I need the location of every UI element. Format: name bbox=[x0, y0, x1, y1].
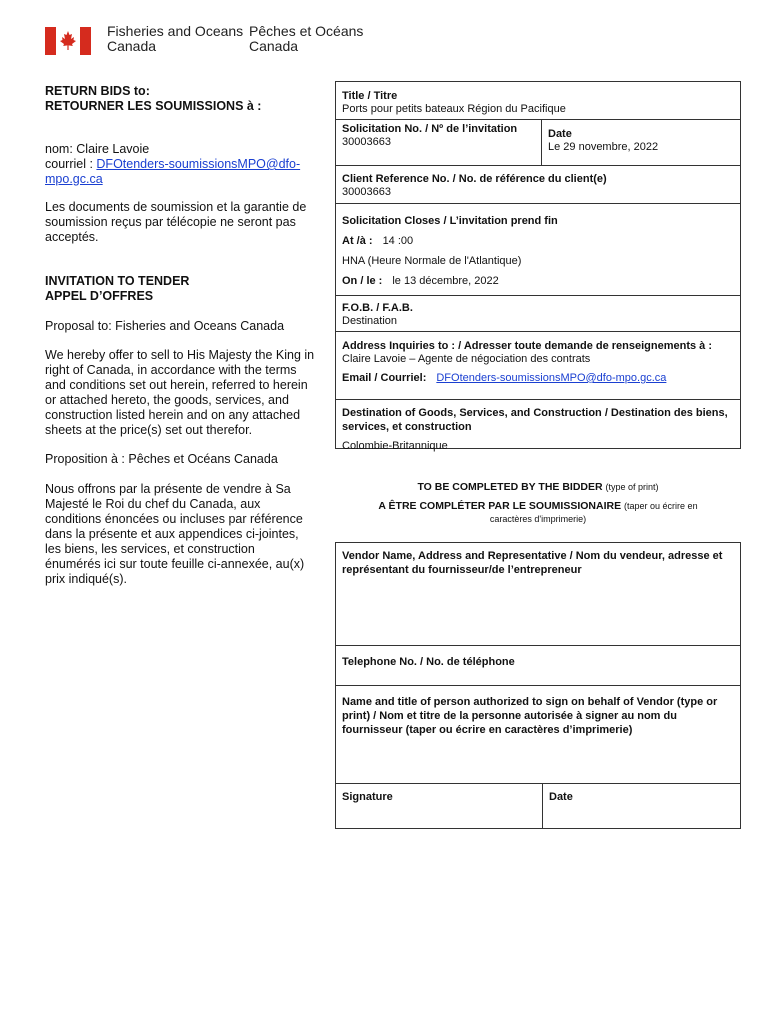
solicitation-cell bbox=[336, 120, 542, 165]
contact-block bbox=[45, 142, 320, 187]
department-en-line1: Fisheries and Oceans bbox=[107, 23, 244, 39]
destination-value: Colombie-Britannique bbox=[342, 440, 448, 452]
vendor-form bbox=[335, 542, 741, 829]
title-label: Title / Titre bbox=[342, 90, 398, 102]
offer-en: We hereby offer to sell to His Majesty the King in right of Canada, in accordance with the terms and conditions set out herein, referred to herein or attached hereto, the goods, services, and construction listed herein and on any attached sheets at the price(s) set out therefor. bbox=[45, 348, 315, 437]
solicitation-label: Solicitation No. / Nº de l’invitation bbox=[342, 123, 518, 135]
return-email-link-cont[interactable]: mpo.gc.ca bbox=[45, 172, 103, 186]
inquiries-row bbox=[336, 332, 740, 400]
tender-info-table bbox=[335, 81, 741, 452]
contact-email bbox=[45, 157, 320, 172]
proposal-en: Proposal to: Fisheries and Oceans Canada bbox=[45, 319, 285, 333]
offer-fr: Nous offrons par la présente de vendre à Sa Majesté le Roi du chef du Canada, aux conditions énoncées ou incluses par référence dans la présente et aux appendices ci-jointes, les biens, les services, et construction énumérés ici sur toute feuille ci-annexée, au(x) prix indiqué(s). bbox=[45, 482, 305, 586]
fax-notice: Les documents de soumission et la garantie de soumission reçus par télécopie ne seront pas acceptés. bbox=[45, 200, 307, 244]
timezone: HNA (Heure Normale de l'Atlantique) bbox=[342, 255, 522, 267]
bidder-fr-note: (taper ou écrire en bbox=[624, 501, 698, 511]
return-bids-en: RETURN BIDS to: bbox=[45, 84, 150, 98]
return-email-link[interactable]: DFOtenders-soumissionsMPO@dfo- bbox=[96, 157, 301, 171]
inquiries-email bbox=[342, 372, 734, 385]
client-reference-value: 30003663 bbox=[342, 186, 391, 198]
solicitation-value: 30003663 bbox=[342, 136, 391, 148]
authorized-person-field[interactable]: Name and title of person authorized to sign on behalf of Vendor (type or print) / Nom et titre de la personne autorisée à signer au nom du fournisseur (taper ou écrire en caractères d’imprimerie) bbox=[336, 686, 740, 784]
fob-label: F.O.B. / F.A.B. bbox=[342, 302, 413, 314]
inquiries-email-link[interactable]: DFOtenders-soumissionsMPO@dfo-mpo.gc.ca bbox=[436, 372, 667, 384]
closing-time bbox=[342, 231, 734, 251]
department-name-fr bbox=[249, 24, 363, 54]
at-value: 14 :00 bbox=[382, 235, 414, 247]
at-label: At /à : bbox=[342, 235, 373, 247]
return-bids-heading bbox=[45, 84, 320, 114]
title-row bbox=[336, 82, 740, 120]
signature-date-field[interactable]: Date bbox=[549, 791, 573, 803]
bidder-en-note: (type of print) bbox=[605, 482, 659, 492]
bidder-instructions bbox=[335, 481, 741, 526]
canada-flag-icon bbox=[45, 27, 91, 55]
proposal-fr: Proposition à : Pêches et Océans Canada bbox=[45, 452, 278, 466]
department-name-en bbox=[107, 24, 243, 54]
closing-row bbox=[336, 204, 740, 296]
signature-row bbox=[336, 784, 740, 828]
signature-field[interactable]: Signature bbox=[336, 784, 543, 828]
on-label: On / le : bbox=[342, 275, 383, 287]
email-prefix: courriel : bbox=[45, 157, 97, 171]
date-cell bbox=[542, 120, 740, 165]
fob-value: Destination bbox=[342, 315, 398, 327]
vendor-name-field[interactable]: Vendor Name, Address and Representative / Nom du vendeur, adresse et représentant du fournisseur/de l’entrepreneur bbox=[336, 543, 740, 646]
department-fr-line1: Pêches et Océans bbox=[249, 23, 364, 39]
date-label: Date bbox=[548, 128, 572, 140]
bidder-fr-note2: caractères d'imprimerie) bbox=[489, 514, 587, 524]
on-value: le 13 décembre, 2022 bbox=[392, 275, 499, 287]
inquiries-label: Address Inquiries to : / Adresser toute demande de renseignements à : bbox=[342, 340, 713, 352]
department-en-line2: Canada bbox=[107, 38, 157, 54]
email-label: Email / Courriel: bbox=[342, 372, 427, 384]
closes-label: Solicitation Closes / L’invitation prend fin bbox=[342, 215, 558, 227]
fob-row bbox=[336, 296, 740, 332]
title-value: Ports pour petits bateaux Région du Pacifique bbox=[342, 103, 566, 115]
invitation-fr: APPEL D’OFFRES bbox=[45, 289, 154, 303]
invitation-heading bbox=[45, 274, 320, 304]
destination-label: Destination of Goods, Services, and Construction / Destination des biens, services, et construction bbox=[342, 407, 728, 433]
bidder-fr: A ÊTRE COMPLÉTER PAR LE SOUMISSIONAIRE bbox=[378, 500, 622, 512]
date-value: Le 29 novembre, 2022 bbox=[548, 141, 659, 153]
solicitation-row bbox=[336, 120, 740, 166]
client-reference-row bbox=[336, 166, 740, 204]
return-bids-fr: RETOURNER LES SOUMISSIONS à : bbox=[45, 99, 262, 113]
department-fr-line2: Canada bbox=[249, 38, 299, 54]
bidder-en: TO BE COMPLETED BY THE BIDDER bbox=[417, 481, 603, 493]
invitation-en: INVITATION TO TENDER bbox=[45, 274, 190, 288]
contact-name: nom: Claire Lavoie bbox=[45, 142, 150, 156]
destination-row bbox=[336, 400, 740, 452]
inquiries-value: Claire Lavoie – Agente de négociation des contrats bbox=[342, 353, 591, 365]
client-reference-label: Client Reference No. / No. de référence du client(e) bbox=[342, 173, 607, 185]
closing-date bbox=[342, 271, 734, 291]
telephone-field[interactable]: Telephone No. / No. de téléphone bbox=[336, 646, 740, 686]
